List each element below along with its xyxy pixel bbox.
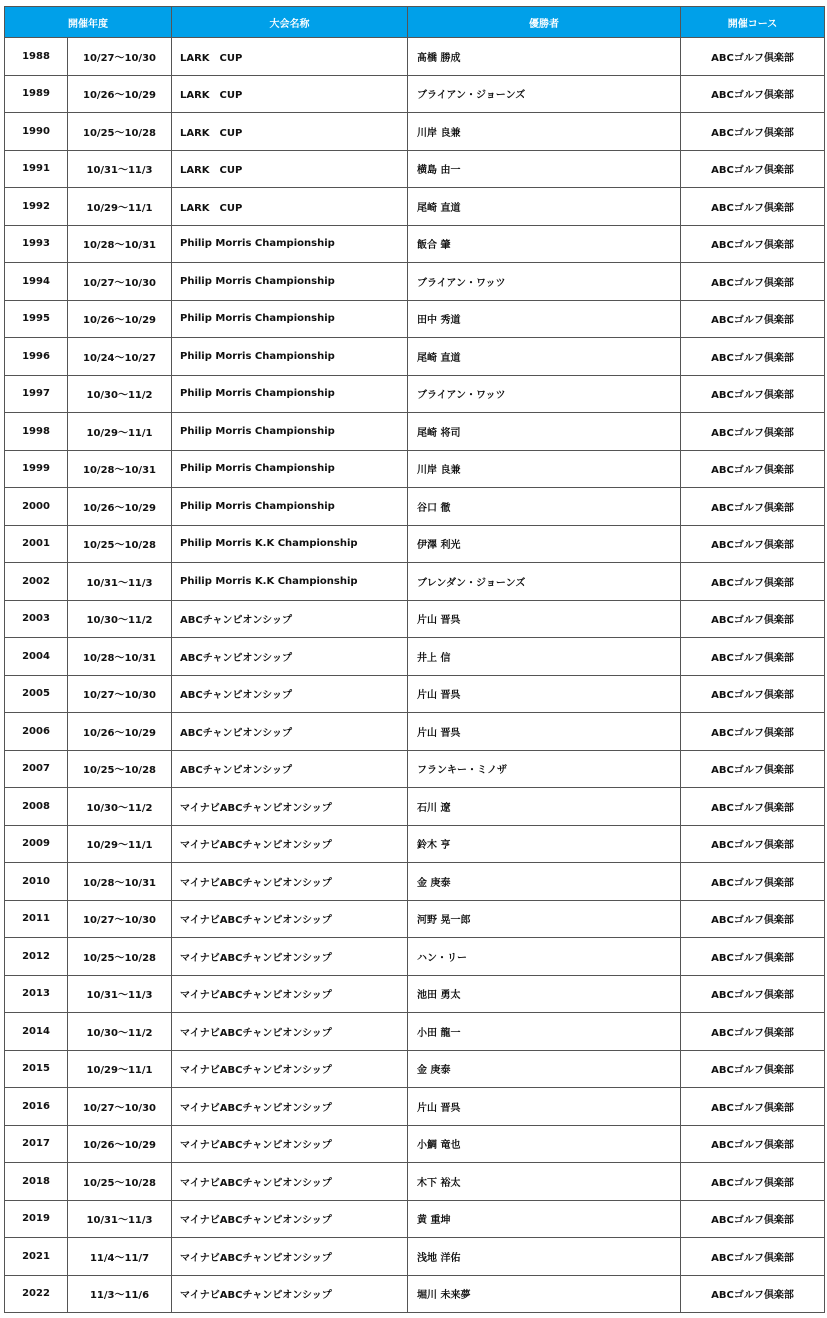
tournament-history-table bbox=[4, 6, 825, 1313]
cell-dates: 10/26〜10/29 bbox=[68, 75, 172, 113]
table-row bbox=[5, 225, 825, 263]
cell-course: ABCゴルフ倶楽部 bbox=[681, 525, 825, 563]
cell-tournament-name: マイナビABCチャンピオンシップ bbox=[172, 1238, 408, 1276]
cell-year: 2019 bbox=[5, 1200, 68, 1238]
cell-course: ABCゴルフ倶楽部 bbox=[681, 225, 825, 263]
cell-winner: 片山 晋呉 bbox=[408, 713, 681, 751]
cell-winner: 金 庚泰 bbox=[408, 863, 681, 901]
cell-course: ABCゴルフ倶楽部 bbox=[681, 975, 825, 1013]
cell-tournament-name: ABCチャンピオンシップ bbox=[172, 675, 408, 713]
cell-year: 2006 bbox=[5, 713, 68, 751]
cell-year: 1994 bbox=[5, 263, 68, 301]
header-course: 開催コース bbox=[681, 7, 825, 38]
cell-tournament-name: LARK CUP bbox=[172, 75, 408, 113]
cell-course: ABCゴルフ倶楽部 bbox=[681, 300, 825, 338]
cell-tournament-name: Philip Morris Championship bbox=[172, 450, 408, 488]
cell-tournament-name: マイナビABCチャンピオンシップ bbox=[172, 938, 408, 976]
cell-course: ABCゴルフ倶楽部 bbox=[681, 488, 825, 526]
cell-winner: 堀川 未来夢 bbox=[408, 1275, 681, 1313]
cell-year: 1997 bbox=[5, 375, 68, 413]
cell-winner: 井上 信 bbox=[408, 638, 681, 676]
cell-course: ABCゴルフ倶楽部 bbox=[681, 825, 825, 863]
table-row bbox=[5, 1200, 825, 1238]
cell-dates: 10/25〜10/28 bbox=[68, 113, 172, 151]
cell-year: 2000 bbox=[5, 488, 68, 526]
cell-winner: 池田 勇太 bbox=[408, 975, 681, 1013]
cell-winner: 尾崎 直道 bbox=[408, 188, 681, 226]
cell-winner: ブライアン・ジョーンズ bbox=[408, 75, 681, 113]
cell-year: 1999 bbox=[5, 450, 68, 488]
cell-tournament-name: Philip Morris Championship bbox=[172, 488, 408, 526]
table-row bbox=[5, 488, 825, 526]
cell-course: ABCゴルフ倶楽部 bbox=[681, 788, 825, 826]
cell-year: 2008 bbox=[5, 788, 68, 826]
cell-dates: 11/4〜11/7 bbox=[68, 1238, 172, 1276]
table-row bbox=[5, 638, 825, 676]
cell-course: ABCゴルフ倶楽部 bbox=[681, 750, 825, 788]
cell-course: ABCゴルフ倶楽部 bbox=[681, 38, 825, 76]
cell-tournament-name: Philip Morris Championship bbox=[172, 225, 408, 263]
table-row bbox=[5, 413, 825, 451]
cell-winner: 田中 秀道 bbox=[408, 300, 681, 338]
cell-tournament-name: ABCチャンピオンシップ bbox=[172, 600, 408, 638]
table-row bbox=[5, 825, 825, 863]
cell-year: 1993 bbox=[5, 225, 68, 263]
cell-dates: 10/27〜10/30 bbox=[68, 263, 172, 301]
table-row bbox=[5, 713, 825, 751]
cell-winner: 片山 晋呉 bbox=[408, 675, 681, 713]
cell-course: ABCゴルフ倶楽部 bbox=[681, 563, 825, 601]
cell-year: 1996 bbox=[5, 338, 68, 376]
cell-dates: 11/3〜11/6 bbox=[68, 1275, 172, 1313]
cell-dates: 10/25〜10/28 bbox=[68, 938, 172, 976]
cell-year: 2007 bbox=[5, 750, 68, 788]
cell-year: 2014 bbox=[5, 1013, 68, 1051]
cell-dates: 10/27〜10/30 bbox=[68, 1088, 172, 1126]
table-row bbox=[5, 1238, 825, 1276]
cell-course: ABCゴルフ倶楽部 bbox=[681, 375, 825, 413]
cell-year: 2017 bbox=[5, 1125, 68, 1163]
cell-winner: ブレンダン・ジョーンズ bbox=[408, 563, 681, 601]
cell-tournament-name: マイナビABCチャンピオンシップ bbox=[172, 1163, 408, 1201]
table-row bbox=[5, 1163, 825, 1201]
cell-year: 2022 bbox=[5, 1275, 68, 1313]
table-body bbox=[5, 38, 825, 1313]
cell-course: ABCゴルフ倶楽部 bbox=[681, 113, 825, 151]
cell-year: 2005 bbox=[5, 675, 68, 713]
cell-dates: 10/26〜10/29 bbox=[68, 1125, 172, 1163]
cell-course: ABCゴルフ倶楽部 bbox=[681, 263, 825, 301]
cell-course: ABCゴルフ倶楽部 bbox=[681, 1275, 825, 1313]
cell-dates: 10/27〜10/30 bbox=[68, 675, 172, 713]
header-year: 開催年度 bbox=[5, 7, 172, 38]
header-tournament-name: 大会名称 bbox=[172, 7, 408, 38]
table-row bbox=[5, 600, 825, 638]
cell-tournament-name: マイナビABCチャンピオンシップ bbox=[172, 900, 408, 938]
table-row bbox=[5, 38, 825, 76]
table-row bbox=[5, 563, 825, 601]
cell-dates: 10/24〜10/27 bbox=[68, 338, 172, 376]
cell-tournament-name: マイナビABCチャンピオンシップ bbox=[172, 1013, 408, 1051]
cell-course: ABCゴルフ倶楽部 bbox=[681, 675, 825, 713]
cell-winner: 横島 由一 bbox=[408, 150, 681, 188]
cell-year: 2012 bbox=[5, 938, 68, 976]
cell-dates: 10/25〜10/28 bbox=[68, 1163, 172, 1201]
cell-winner: 金 庚泰 bbox=[408, 1050, 681, 1088]
cell-winner: 尾崎 将司 bbox=[408, 413, 681, 451]
cell-tournament-name: LARK CUP bbox=[172, 188, 408, 226]
cell-winner: 飯合 肇 bbox=[408, 225, 681, 263]
cell-winner: 河野 晃一郎 bbox=[408, 900, 681, 938]
cell-winner: 木下 裕太 bbox=[408, 1163, 681, 1201]
cell-year: 2002 bbox=[5, 563, 68, 601]
cell-year: 2009 bbox=[5, 825, 68, 863]
cell-course: ABCゴルフ倶楽部 bbox=[681, 1200, 825, 1238]
table-row bbox=[5, 1050, 825, 1088]
cell-dates: 10/25〜10/28 bbox=[68, 525, 172, 563]
cell-winner: 小鯛 竜也 bbox=[408, 1125, 681, 1163]
cell-dates: 10/31〜11/3 bbox=[68, 975, 172, 1013]
cell-dates: 10/29〜11/1 bbox=[68, 413, 172, 451]
cell-tournament-name: ABCチャンピオンシップ bbox=[172, 750, 408, 788]
cell-winner: 川岸 良兼 bbox=[408, 113, 681, 151]
cell-dates: 10/27〜10/30 bbox=[68, 900, 172, 938]
table-row bbox=[5, 1275, 825, 1313]
cell-course: ABCゴルフ倶楽部 bbox=[681, 713, 825, 751]
table-row bbox=[5, 263, 825, 301]
cell-course: ABCゴルフ倶楽部 bbox=[681, 638, 825, 676]
cell-winner: 鈴木 亨 bbox=[408, 825, 681, 863]
cell-course: ABCゴルフ倶楽部 bbox=[681, 1125, 825, 1163]
cell-dates: 10/28〜10/31 bbox=[68, 863, 172, 901]
cell-tournament-name: マイナビABCチャンピオンシップ bbox=[172, 1200, 408, 1238]
cell-tournament-name: マイナビABCチャンピオンシップ bbox=[172, 1050, 408, 1088]
cell-tournament-name: Philip Morris Championship bbox=[172, 338, 408, 376]
cell-tournament-name: ABCチャンピオンシップ bbox=[172, 638, 408, 676]
cell-year: 2004 bbox=[5, 638, 68, 676]
cell-winner: フランキー・ミノザ bbox=[408, 750, 681, 788]
cell-winner: 谷口 徹 bbox=[408, 488, 681, 526]
cell-dates: 10/31〜11/3 bbox=[68, 150, 172, 188]
table-row bbox=[5, 525, 825, 563]
cell-tournament-name: Philip Morris Championship bbox=[172, 375, 408, 413]
cell-year: 1998 bbox=[5, 413, 68, 451]
cell-year: 2011 bbox=[5, 900, 68, 938]
cell-tournament-name: マイナビABCチャンピオンシップ bbox=[172, 1125, 408, 1163]
cell-course: ABCゴルフ倶楽部 bbox=[681, 600, 825, 638]
cell-year: 2013 bbox=[5, 975, 68, 1013]
cell-dates: 10/26〜10/29 bbox=[68, 300, 172, 338]
cell-dates: 10/27〜10/30 bbox=[68, 38, 172, 76]
cell-dates: 10/30〜11/2 bbox=[68, 788, 172, 826]
table-row bbox=[5, 788, 825, 826]
cell-tournament-name: LARK CUP bbox=[172, 38, 408, 76]
table-row bbox=[5, 863, 825, 901]
cell-winner: 伊澤 利光 bbox=[408, 525, 681, 563]
cell-tournament-name: Philip Morris Championship bbox=[172, 300, 408, 338]
cell-tournament-name: ABCチャンピオンシップ bbox=[172, 713, 408, 751]
cell-winner: ブライアン・ワッツ bbox=[408, 375, 681, 413]
cell-tournament-name: Philip Morris K.K Championship bbox=[172, 563, 408, 601]
table-row bbox=[5, 375, 825, 413]
cell-dates: 10/28〜10/31 bbox=[68, 638, 172, 676]
cell-winner: 髙橋 勝成 bbox=[408, 38, 681, 76]
cell-year: 2015 bbox=[5, 1050, 68, 1088]
cell-tournament-name: Philip Morris Championship bbox=[172, 263, 408, 301]
cell-winner: ブライアン・ワッツ bbox=[408, 263, 681, 301]
cell-dates: 10/30〜11/2 bbox=[68, 600, 172, 638]
cell-dates: 10/25〜10/28 bbox=[68, 750, 172, 788]
cell-course: ABCゴルフ倶楽部 bbox=[681, 1238, 825, 1276]
cell-year: 1990 bbox=[5, 113, 68, 151]
table-row bbox=[5, 188, 825, 226]
cell-course: ABCゴルフ倶楽部 bbox=[681, 1050, 825, 1088]
cell-course: ABCゴルフ倶楽部 bbox=[681, 188, 825, 226]
cell-dates: 10/28〜10/31 bbox=[68, 450, 172, 488]
cell-dates: 10/26〜10/29 bbox=[68, 488, 172, 526]
cell-winner: 石川 遼 bbox=[408, 788, 681, 826]
cell-course: ABCゴルフ倶楽部 bbox=[681, 338, 825, 376]
cell-year: 1988 bbox=[5, 38, 68, 76]
cell-dates: 10/31〜11/3 bbox=[68, 1200, 172, 1238]
header-row bbox=[5, 7, 825, 38]
cell-dates: 10/31〜11/3 bbox=[68, 563, 172, 601]
cell-dates: 10/29〜11/1 bbox=[68, 1050, 172, 1088]
cell-tournament-name: マイナビABCチャンピオンシップ bbox=[172, 863, 408, 901]
cell-course: ABCゴルフ倶楽部 bbox=[681, 150, 825, 188]
cell-dates: 10/29〜11/1 bbox=[68, 825, 172, 863]
cell-tournament-name: LARK CUP bbox=[172, 150, 408, 188]
cell-year: 2001 bbox=[5, 525, 68, 563]
cell-year: 2016 bbox=[5, 1088, 68, 1126]
cell-tournament-name: Philip Morris K.K Championship bbox=[172, 525, 408, 563]
cell-year: 2003 bbox=[5, 600, 68, 638]
table-row bbox=[5, 113, 825, 151]
cell-tournament-name: マイナビABCチャンピオンシップ bbox=[172, 825, 408, 863]
cell-tournament-name: マイナビABCチャンピオンシップ bbox=[172, 1088, 408, 1126]
cell-winner: 川岸 良兼 bbox=[408, 450, 681, 488]
cell-course: ABCゴルフ倶楽部 bbox=[681, 413, 825, 451]
cell-year: 1992 bbox=[5, 188, 68, 226]
cell-winner: 黄 重坤 bbox=[408, 1200, 681, 1238]
cell-tournament-name: マイナビABCチャンピオンシップ bbox=[172, 975, 408, 1013]
table-row bbox=[5, 900, 825, 938]
cell-winner: 尾崎 直道 bbox=[408, 338, 681, 376]
cell-winner: ハン・リー bbox=[408, 938, 681, 976]
table-row bbox=[5, 450, 825, 488]
cell-year: 2010 bbox=[5, 863, 68, 901]
cell-course: ABCゴルフ倶楽部 bbox=[681, 863, 825, 901]
header-winner: 優勝者 bbox=[408, 7, 681, 38]
cell-year: 2021 bbox=[5, 1238, 68, 1276]
cell-year: 1991 bbox=[5, 150, 68, 188]
table-row bbox=[5, 338, 825, 376]
table-row bbox=[5, 1088, 825, 1126]
cell-year: 1989 bbox=[5, 75, 68, 113]
cell-year: 2018 bbox=[5, 1163, 68, 1201]
cell-course: ABCゴルフ倶楽部 bbox=[681, 1163, 825, 1201]
cell-course: ABCゴルフ倶楽部 bbox=[681, 938, 825, 976]
cell-winner: 片山 晋呉 bbox=[408, 600, 681, 638]
cell-tournament-name: Philip Morris Championship bbox=[172, 413, 408, 451]
table-row bbox=[5, 938, 825, 976]
cell-winner: 片山 晋呉 bbox=[408, 1088, 681, 1126]
table-header bbox=[5, 7, 825, 38]
cell-tournament-name: マイナビABCチャンピオンシップ bbox=[172, 1275, 408, 1313]
cell-course: ABCゴルフ倶楽部 bbox=[681, 1088, 825, 1126]
table-row bbox=[5, 1125, 825, 1163]
table-row bbox=[5, 1013, 825, 1051]
table-row bbox=[5, 750, 825, 788]
table-row bbox=[5, 75, 825, 113]
cell-winner: 浅地 洋佑 bbox=[408, 1238, 681, 1276]
cell-dates: 10/26〜10/29 bbox=[68, 713, 172, 751]
table-row bbox=[5, 150, 825, 188]
table-row bbox=[5, 975, 825, 1013]
table-row bbox=[5, 675, 825, 713]
cell-year: 1995 bbox=[5, 300, 68, 338]
cell-dates: 10/28〜10/31 bbox=[68, 225, 172, 263]
cell-dates: 10/30〜11/2 bbox=[68, 1013, 172, 1051]
cell-dates: 10/30〜11/2 bbox=[68, 375, 172, 413]
cell-course: ABCゴルフ倶楽部 bbox=[681, 75, 825, 113]
cell-tournament-name: マイナビABCチャンピオンシップ bbox=[172, 788, 408, 826]
cell-winner: 小田 龍一 bbox=[408, 1013, 681, 1051]
table-row bbox=[5, 300, 825, 338]
cell-dates: 10/29〜11/1 bbox=[68, 188, 172, 226]
cell-tournament-name: LARK CUP bbox=[172, 113, 408, 151]
cell-course: ABCゴルフ倶楽部 bbox=[681, 1013, 825, 1051]
cell-course: ABCゴルフ倶楽部 bbox=[681, 450, 825, 488]
cell-course: ABCゴルフ倶楽部 bbox=[681, 900, 825, 938]
